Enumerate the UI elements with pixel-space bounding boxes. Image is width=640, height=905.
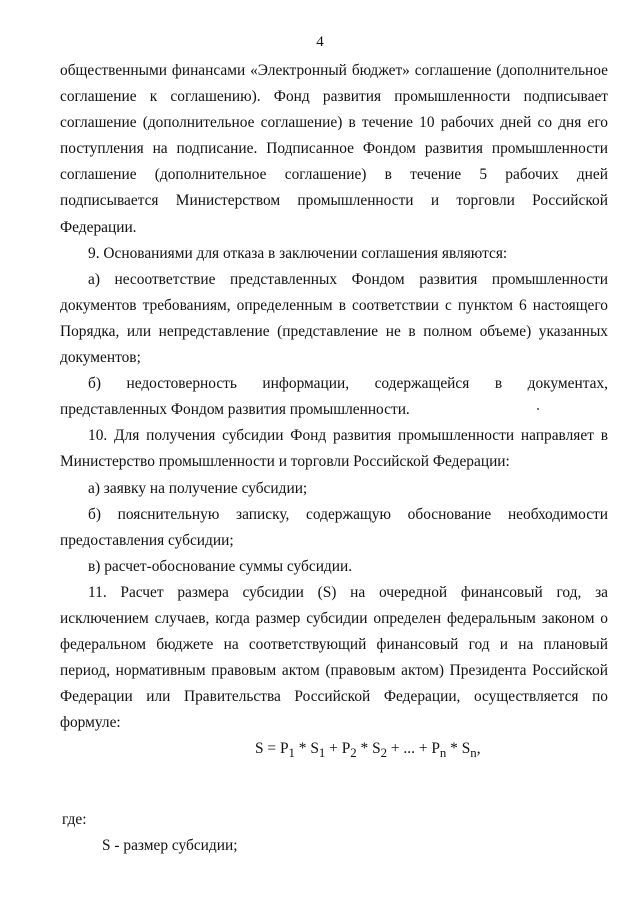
paragraph-refusal-b: б) недостоверность информации, содержащейся в документах, представленных Фондом развития промышленности. bbox=[60, 375, 608, 419]
paragraph-subsidy-request: 10. Для получения субсидии Фонд развития промышленности направляет в Министерство промышленности и торговли Российской Федерации: bbox=[60, 427, 608, 471]
paragraph-refusal-a: а) несоответствие представленных Фондом развития промышленности документов требованиям, определенным в соответствии с пунктом 6 настоящего Порядка, или непредставление (представление не в полном объеме) указанных документов; bbox=[60, 270, 608, 367]
paragraph-request-a: а) заявку на получение субсидии; bbox=[88, 479, 308, 497]
scan-speck bbox=[537, 408, 539, 410]
paragraph-request-b: б) пояснительную записку, содержащую обоснование необходимости предоставления субсидии; bbox=[60, 505, 608, 549]
paragraph-request-c: в) расчет-обоснование суммы субсидии. bbox=[88, 557, 353, 575]
definition-s: S - размер субсидии; bbox=[102, 836, 238, 854]
vertical-spacer bbox=[60, 767, 608, 807]
page-number: 4 bbox=[316, 34, 324, 50]
subsidy-formula: $S = P_1 * S_1 + P_2 * S_2$ + ... + $P_n * S_n$, bbox=[255, 740, 481, 761]
paragraph-calculation: 11. Расчет размера субсидии (S) на очередной финансовый год, за исключением случаев, когда размер субсидии определен федеральным законом о федеральном бюджете на соответствующий финансовый год и на плановый период, нормативным правовым актом (правовым актом) Президента Российской Федерации или Правительства Российской Федерации, осуществляется по формуле: bbox=[60, 583, 608, 732]
document-body bbox=[60, 58, 608, 859]
paragraph-refusal-grounds: 9. Основаниями для отказа в заключении соглашения являются: bbox=[88, 244, 508, 262]
paragraph-agreement-signing: общественными финансами «Электронный бюджет» соглашение (дополнительное соглашение к соглашению). Фонд развития промышленности подписывает соглашение (дополнительное соглашение) в течение 10 рабочих дней со дня его поступления на подписание. Подписанное Фондом развития промышленности соглашение (дополнительное соглашение) в течение 5 рабочих дней подписывается Министерством промышленности и торговли Российской Федерации. bbox=[60, 62, 608, 236]
where-label: где: bbox=[62, 810, 87, 828]
